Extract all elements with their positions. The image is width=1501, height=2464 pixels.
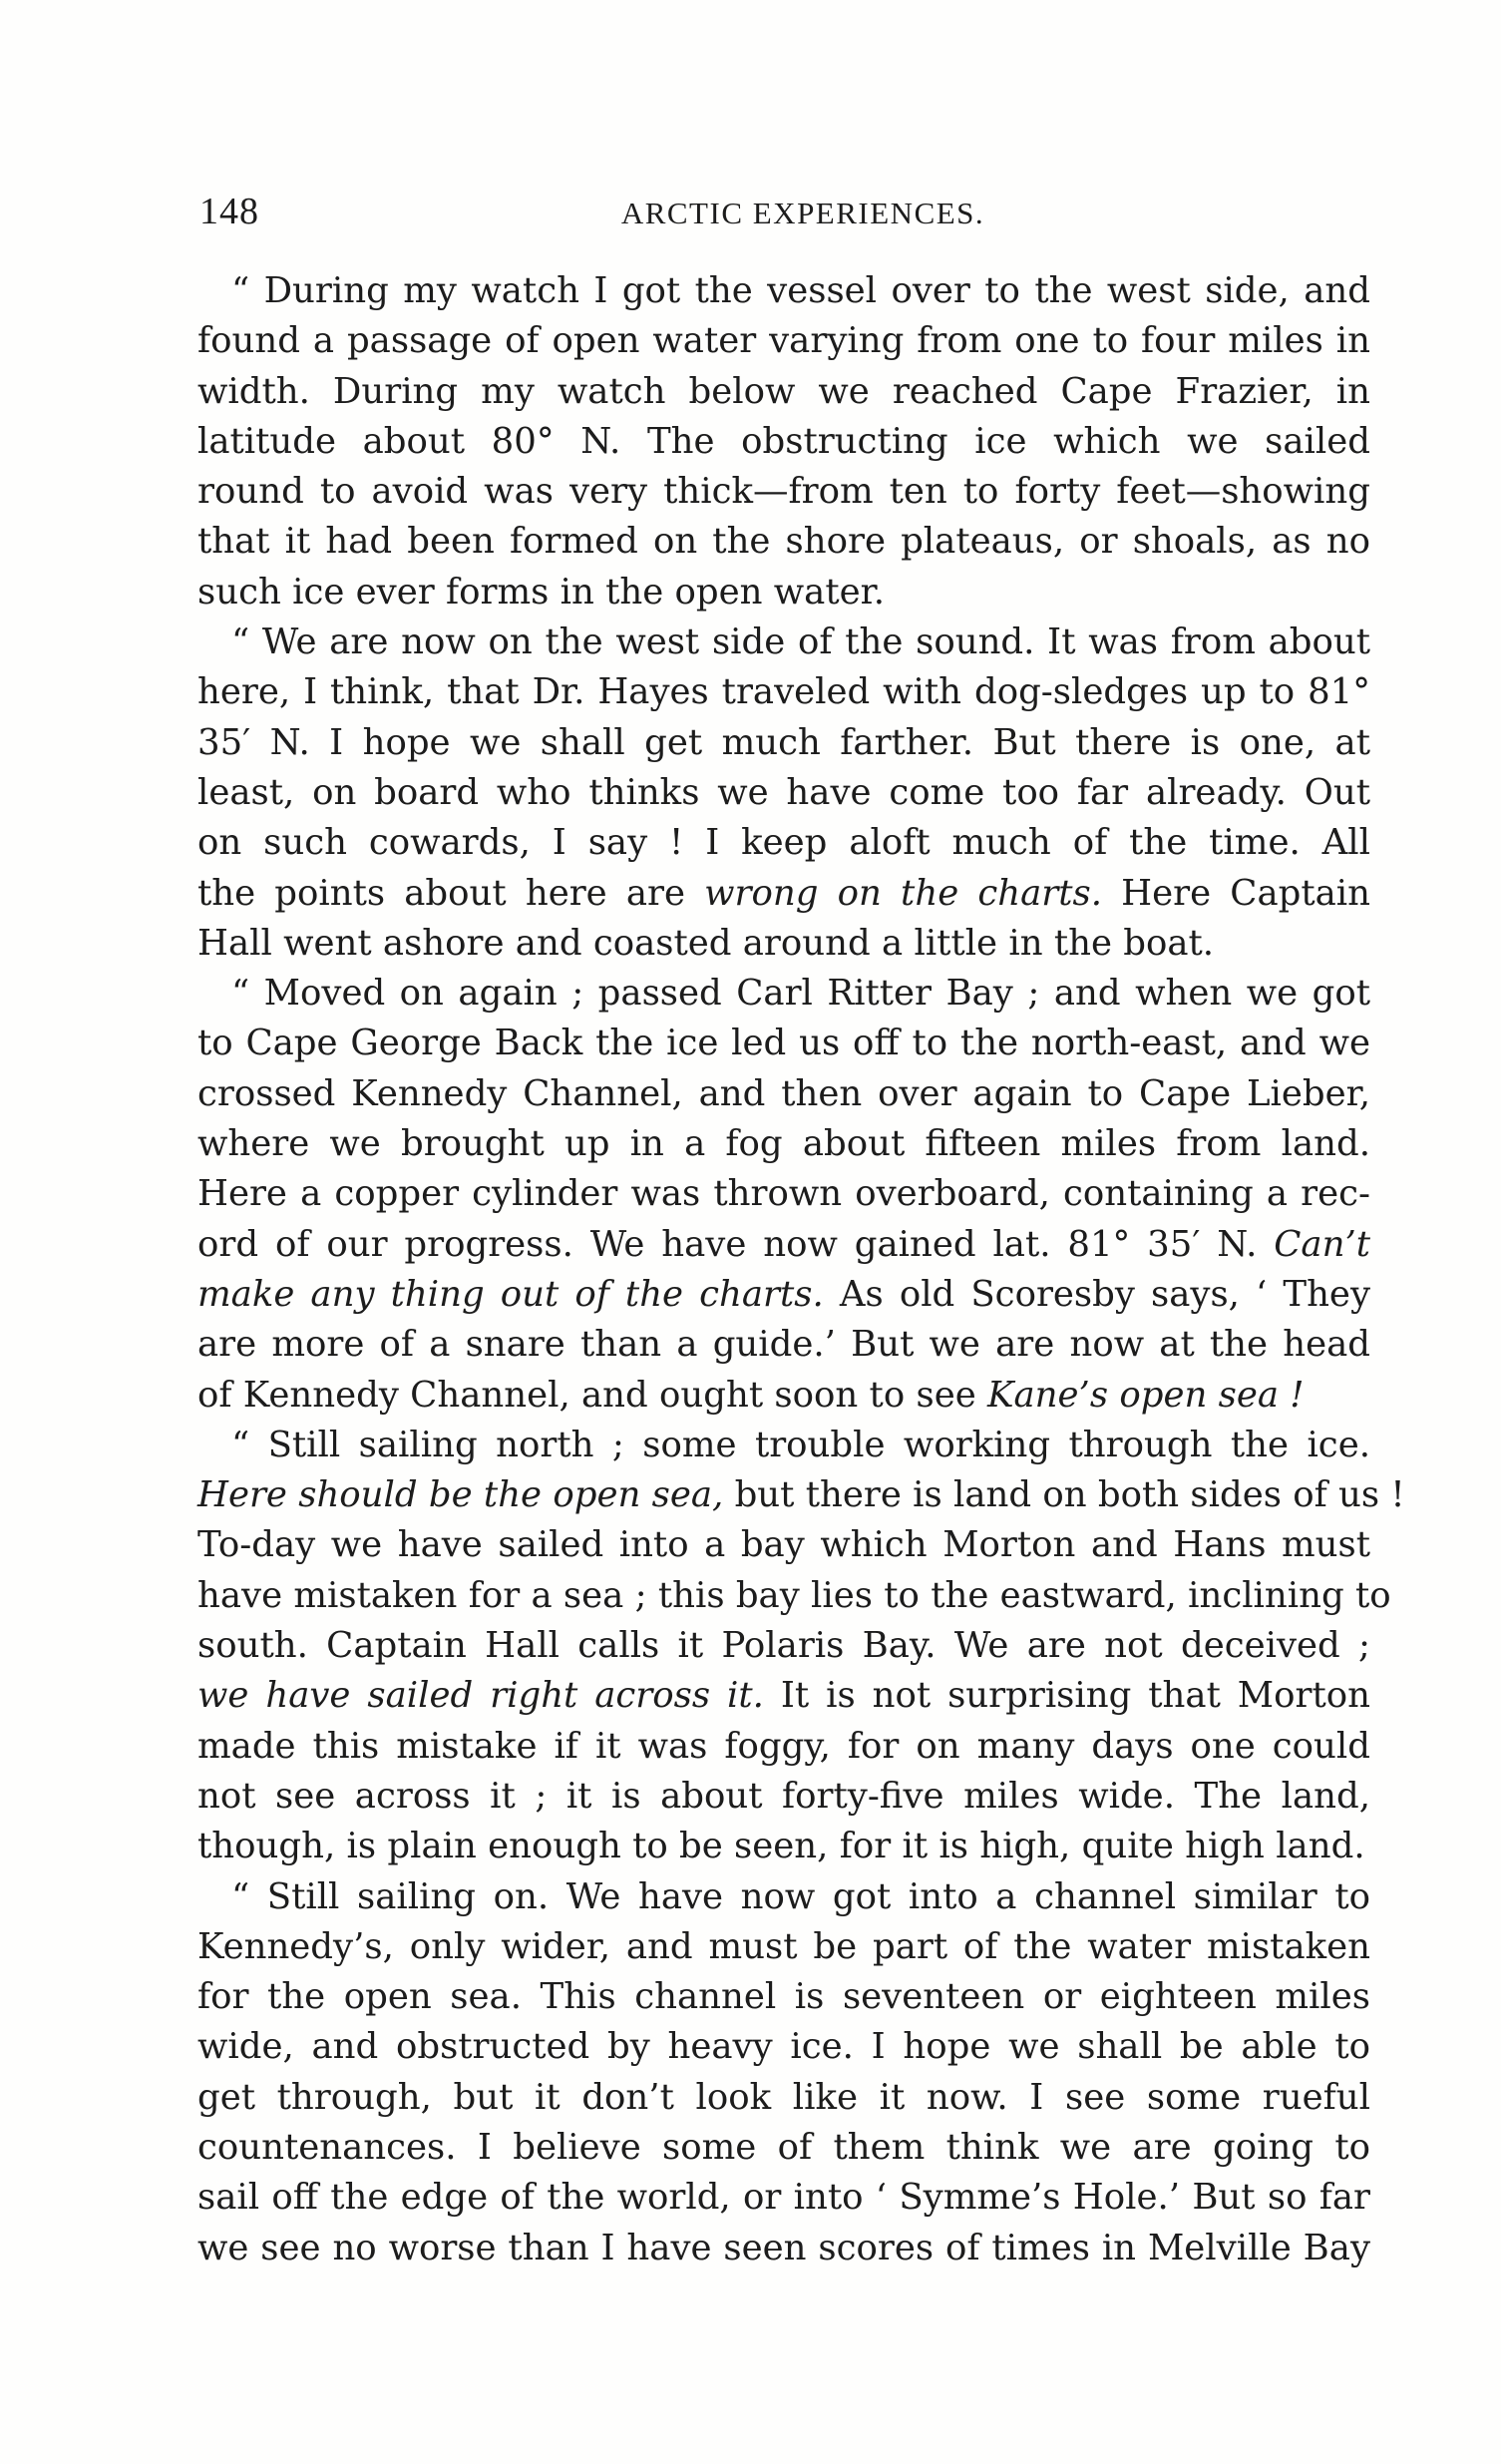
text-line <box>197 1019 1370 1068</box>
text-line <box>197 1772 1370 1822</box>
text-line <box>197 417 1370 467</box>
running-head <box>199 190 1366 239</box>
text-line <box>197 568 1370 617</box>
text-run: “ Still sailing north ; some trouble working through the ice. <box>231 1424 1370 1465</box>
text-line <box>197 2173 1370 2223</box>
text-run: latitude about 80° N. The obstructing ice which we sailed <box>197 420 1370 462</box>
text-run: countenances. I believe some of them think we are going to <box>197 2126 1370 2168</box>
text-run: ord of our progress. We have now gained lat. 81° 35′ N. <box>197 1223 1275 1265</box>
text-line <box>197 1421 1370 1470</box>
text-run: here, I think, that Dr. Hayes traveled with dog-sledges up to 81° <box>197 671 1370 713</box>
text-run: where we brought up in a fog about fifteen miles from land. <box>197 1123 1370 1165</box>
text-line <box>197 919 1370 969</box>
text-line <box>197 1621 1370 1671</box>
text-run: sail off the edge of the world, or into ‘ Symme’s Hole.’ But so far <box>197 2177 1370 2219</box>
text-run: get through, but it don’t look like it now. I see some rueful <box>197 2076 1370 2118</box>
text-run: wide, and obstructed by heavy ice. I hope we shall be able to <box>197 2026 1370 2068</box>
text-line <box>197 517 1370 567</box>
text-line <box>197 1571 1391 1621</box>
text-line <box>197 818 1370 868</box>
text-line <box>197 969 1370 1019</box>
text-line <box>197 1822 1370 1871</box>
text-line <box>197 667 1370 717</box>
text-run: the points about here are <box>197 872 705 914</box>
text-run: 35′ N. I hope we shall get much farther. But there is one, at <box>197 721 1370 763</box>
text-run: on such cowards, I say ! I keep aloft much of the time. All <box>197 822 1370 864</box>
text-run: to Cape George Back the ice led us off to the north-east, and we <box>197 1023 1370 1064</box>
text-line <box>197 1520 1370 1570</box>
text-run: have mistaken for a sea ; this bay lies to the eastward, inclining to <box>197 1574 1391 1616</box>
text-run: for the open sea. This channel is seventeen or eighteen miles <box>197 1976 1370 2018</box>
text-line <box>197 1972 1370 2022</box>
body-text <box>197 266 1405 2273</box>
text-run: To-day we have sailed into a bay which Morton and Hans must <box>197 1524 1370 1566</box>
text-run: found a passage of open water varying from one to four miles in <box>197 320 1370 362</box>
text-line <box>197 367 1370 417</box>
text-line <box>197 1119 1370 1169</box>
text-line <box>197 1922 1370 1972</box>
text-line <box>197 1069 1370 1119</box>
text-run: crossed Kennedy Channel, and then over again to Cape Lieber, <box>197 1072 1370 1114</box>
text-run: Kennedy’s, only wider, and must be part of the water mistaken <box>197 1925 1370 1967</box>
page-number: 148 <box>199 191 259 232</box>
text-line <box>197 1320 1370 1370</box>
italic-run: Kane’s open sea ! <box>987 1374 1305 1416</box>
text-line <box>197 2022 1370 2072</box>
text-run: Here Captain <box>1102 872 1370 914</box>
text-line <box>197 1470 1405 1520</box>
italic-run: make any thing out of the charts. <box>197 1273 824 1315</box>
text-line <box>197 1220 1370 1270</box>
text-line <box>197 768 1370 818</box>
text-run: Hall went ashore and coasted around a little in the boat. <box>197 922 1215 964</box>
text-run: south. Captain Hall calls it Polaris Bay. We are not deceived ; <box>197 1625 1370 1667</box>
text-run: Here a copper cylinder was thrown overboard, containing a rec- <box>197 1173 1370 1215</box>
text-line <box>197 2224 1370 2273</box>
text-run: “ Still sailing on. We have now got into a channel similar to <box>231 1875 1370 1917</box>
text-run: though, is plain enough to be seen, for it is high, quite high land. <box>197 1826 1365 1867</box>
text-line <box>197 718 1370 768</box>
text-line <box>197 617 1370 667</box>
text-line <box>197 467 1370 517</box>
text-run: It is not surprising that Morton <box>763 1675 1370 1717</box>
text-line <box>197 869 1370 919</box>
text-line <box>197 2073 1370 2123</box>
text-run: that it had been formed on the shore plateaus, or shoals, as no <box>197 521 1370 563</box>
text-line <box>197 1169 1370 1219</box>
text-run: “ During my watch I got the vessel over to the west side, and <box>231 270 1370 311</box>
text-run: we see no worse than I have seen scores of times in Melville Bay <box>197 2227 1370 2268</box>
text-line <box>197 266 1370 316</box>
text-run: least, on board who thinks we have come too far already. Out <box>197 771 1370 813</box>
text-run: width. During my watch below we reached Cape Frazier, in <box>197 370 1370 412</box>
text-run: of Kennedy Channel, and ought soon to see <box>197 1374 987 1416</box>
text-run: As old Scoresby says, ‘ They <box>823 1273 1370 1315</box>
text-run: round to avoid was very thick—from ten to forty feet—showing <box>197 471 1370 513</box>
italic-run: we have sailed right across it. <box>197 1675 764 1717</box>
text-run: “ Moved on again ; passed Carl Ritter Bay ; and when we got <box>231 973 1370 1015</box>
italic-run: Here should be the open sea, <box>197 1474 724 1516</box>
text-run: but there is land on both sides of us ! <box>723 1474 1405 1516</box>
text-line <box>197 2123 1370 2173</box>
italic-run: Can’t <box>1274 1223 1370 1265</box>
text-line <box>197 1872 1370 1922</box>
text-run: “ We are now on the west side of the sound. It was from about <box>231 621 1370 663</box>
running-title: ARCTIC EXPERIENCES. <box>620 196 985 230</box>
text-run: are more of a snare than a guide.’ But we are now at the head <box>197 1324 1370 1366</box>
text-run: not see across it ; it is about forty-five miles wide. The land, <box>197 1775 1370 1817</box>
text-line <box>197 316 1370 366</box>
text-line <box>197 1371 1370 1421</box>
text-line <box>197 1270 1370 1320</box>
italic-run: wrong on the charts. <box>704 872 1103 914</box>
text-run: made this mistake if it was foggy, for on many days one could <box>197 1725 1370 1767</box>
text-run: such ice ever forms in the open water. <box>197 571 885 613</box>
text-line <box>197 1722 1370 1772</box>
text-line <box>197 1671 1370 1721</box>
